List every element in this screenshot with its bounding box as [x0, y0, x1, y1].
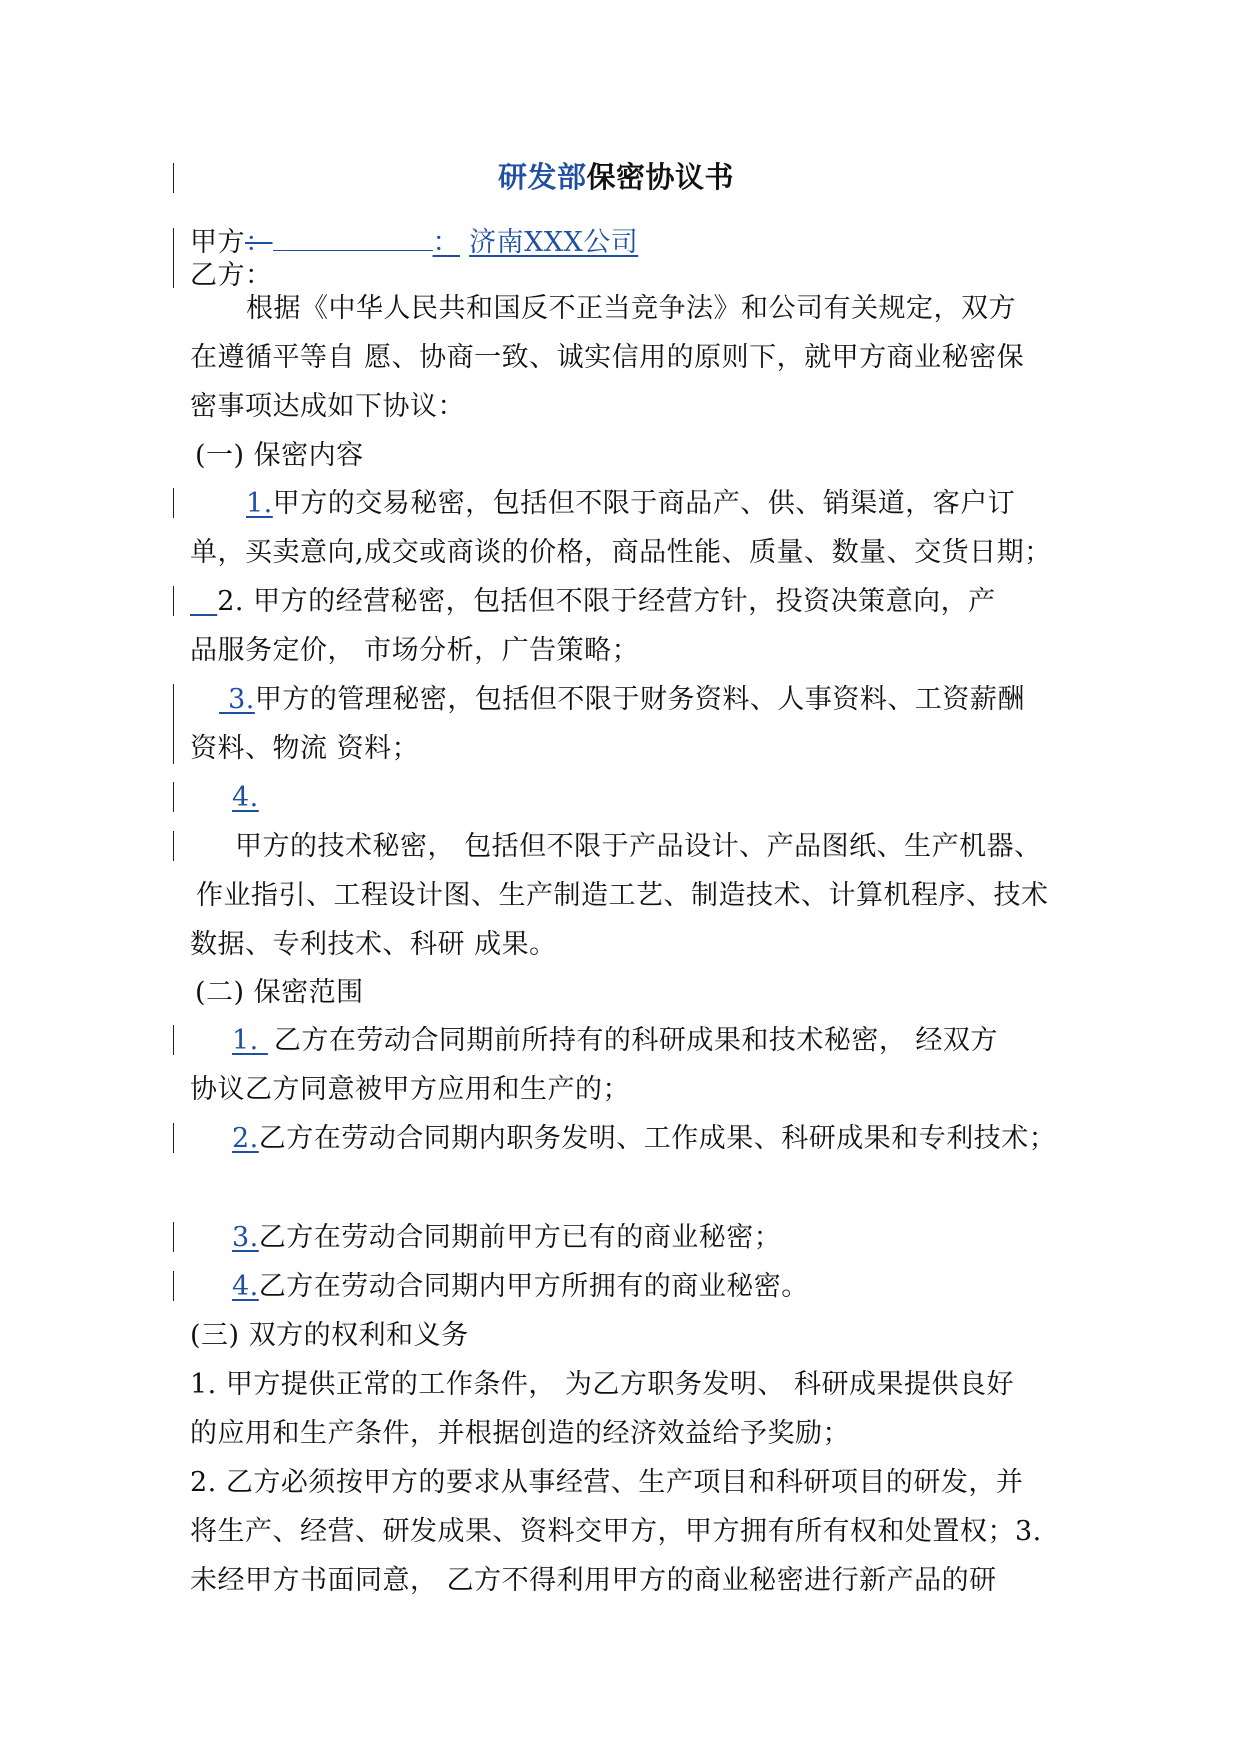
- change-bar: [173, 228, 174, 288]
- item-text: 乙方在劳动合同期内甲方所拥有的商业秘密。: [258, 1271, 809, 1302]
- item-text: 乙方在劳动合同期前所持有的科研成果和技术秘密， 经双方: [273, 1025, 998, 1056]
- item-number: 4.: [232, 1271, 259, 1302]
- item-text: 单，买卖意向,成交或商谈的价格，商品性能、质量、数量、交货日期；: [190, 537, 1052, 568]
- change-bar: [173, 684, 174, 764]
- deleted-colon: ：: [245, 227, 273, 258]
- paragraph-line: 未经甲方书面同意， 乙方不得利用甲方的商业秘密进行新产品的研: [190, 1565, 997, 1596]
- party-a-colon: ：: [432, 227, 460, 258]
- list-item: [232, 1222, 781, 1254]
- item-number: 2.: [217, 586, 245, 617]
- party-a-line: [190, 227, 808, 259]
- intro-line-2: 在遵循平等自 愿、协商一致、诚实信用的原则下，就甲方商业秘密保: [190, 342, 1025, 373]
- change-bar: [173, 782, 174, 812]
- item-number: 4.: [232, 782, 259, 813]
- change-bar: [173, 831, 174, 861]
- item-text: 数据、专利技术、科研 成果。: [190, 929, 557, 960]
- item-text: 甲方的交易秘密，包括但不限于商品产、供、销渠道，客户订: [272, 488, 1016, 519]
- change-bar: [173, 586, 174, 616]
- intro-line-3: 密事项达成如下协议：: [190, 391, 465, 422]
- change-bar: [173, 1123, 174, 1153]
- party-a-label: 甲方: [190, 227, 245, 258]
- item-text: 乙方在劳动合同期前甲方已有的商业秘密；: [258, 1222, 782, 1253]
- paragraph-line: 将生产、经营、研发成果、资料交甲方，甲方拥有所有权和处置权；3.: [190, 1516, 1042, 1547]
- change-bar: [173, 488, 174, 518]
- paragraph-line: 的应用和生产条件，并根据创造的经济效益给予奖励；: [190, 1418, 850, 1449]
- document-title: [498, 161, 734, 193]
- item-text: 甲方的管理秘密，包括但不限于财务资料、人事资料、工资薪酬: [254, 684, 1025, 715]
- item-number: 1.: [232, 1025, 268, 1056]
- list-item: [232, 1025, 998, 1057]
- party-b-line: 乙方：: [190, 260, 273, 291]
- change-bar: [173, 1271, 174, 1301]
- title-inserted-text: 研发部: [498, 160, 587, 194]
- inserted-space: [190, 586, 217, 617]
- item-number: 2.: [232, 1123, 259, 1154]
- party-a-name: 济南XXX公司: [469, 227, 639, 258]
- item-text: 甲方的经营秘密，包括但不限于经营方针，投资决策意向，产: [253, 586, 996, 617]
- section-heading: (一) 保密内容: [195, 440, 364, 471]
- item-text: 作业指引、工程设计图、生产制造工艺、制造技术、计算机程序、技术: [196, 880, 1049, 911]
- item-text: 品服务定价， 市场分析，广告策略；: [190, 635, 640, 666]
- item-text: 协议乙方同意被甲方应用和生产的；: [190, 1074, 630, 1105]
- section-heading: (二) 保密范围: [195, 977, 364, 1008]
- change-bar: [173, 163, 174, 193]
- list-item: [246, 488, 1015, 520]
- change-bar: [173, 1025, 174, 1055]
- change-bar: [173, 1222, 174, 1252]
- deleted-blank-line: [273, 228, 433, 251]
- item-text: 甲方的技术秘密， 包括但不限于产品设计、产品图纸、生产机器、: [235, 831, 1042, 862]
- item-number: 3.: [232, 1222, 259, 1253]
- paragraph-line: 1. 甲方提供正常的工作条件， 为乙方职务发明、 科研成果提供良好: [190, 1369, 1015, 1400]
- list-item: [232, 1123, 1056, 1155]
- item-number: 3.: [228, 684, 255, 715]
- intro-line-1: 根据《中华人民共和国反不正当竞争法》和公司有关规定，双方: [246, 293, 1016, 324]
- section-heading: (三) 双方的权利和义务: [190, 1320, 469, 1351]
- item-text: 乙方在劳动合同期内职务发明、工作成果、科研成果和专利技术；: [258, 1123, 1057, 1154]
- item-text: 资料、物流 资料；: [190, 733, 420, 764]
- title-text: 保密协议书: [586, 160, 735, 194]
- item-number: 1.: [246, 488, 273, 519]
- list-item: [232, 1271, 809, 1303]
- paragraph-line: 2. 乙方必须按甲方的要求从事经营、生产项目和科研项目的研发，并: [190, 1467, 1024, 1498]
- list-item: [190, 586, 996, 618]
- list-item: [219, 684, 1025, 716]
